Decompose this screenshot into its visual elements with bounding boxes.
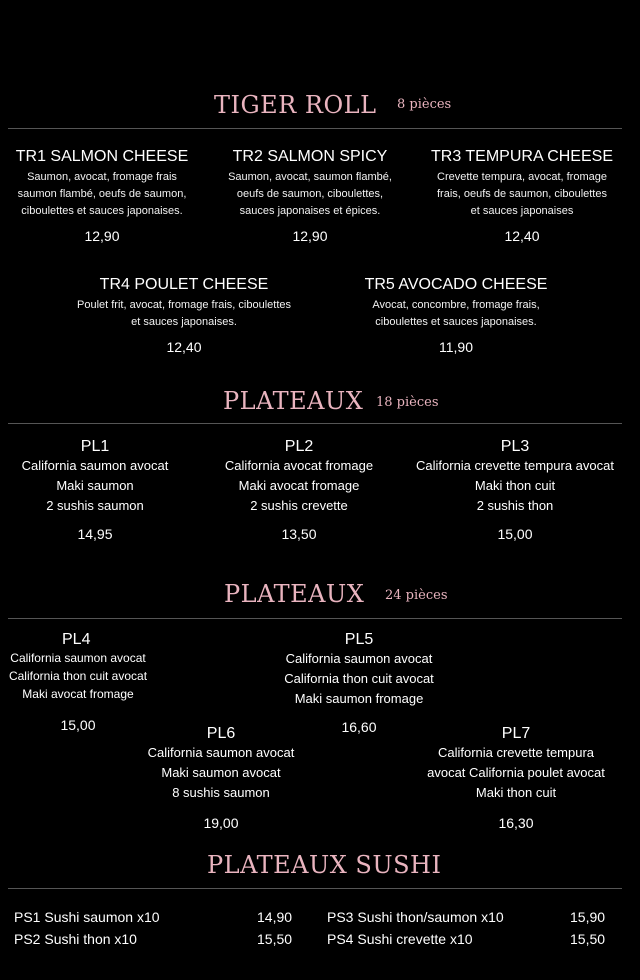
plateaux-18-count: 18 pièces	[376, 395, 439, 410]
menu-item-pl1	[0, 438, 190, 542]
item-price: 19,00	[203, 815, 239, 831]
item-name: PL1	[80, 438, 110, 455]
item-name: PS2 Sushi thon x10	[14, 931, 137, 947]
item-name: PL2	[284, 438, 314, 455]
item-line: California saumon avocat	[147, 745, 295, 760]
item-line: Maki thon cuit	[474, 478, 556, 493]
item-description: Avocat, concombre, fromage frais, ciboulettes et sauces japonaises.	[372, 299, 540, 328]
item-price: 14,95	[77, 526, 113, 542]
item-line: California saumon avocat	[10, 651, 146, 665]
sushi-item-ps3	[327, 909, 504, 925]
item-line: California crevette tempura avocat	[416, 458, 614, 473]
item-price: 12,90	[84, 228, 120, 244]
item-line: California saumon avocat	[21, 458, 169, 473]
sushi-item-ps1	[14, 909, 160, 925]
menu-item-tr3	[420, 148, 624, 244]
item-name: PL6	[206, 725, 236, 742]
item-name: TR5 AVOCADO CHEESE	[364, 276, 548, 293]
item-line: 2 sushis thon	[476, 498, 554, 513]
plateaux-sushi-title: PLATEAUX SUSHI	[207, 851, 442, 879]
sushi-item-ps4	[327, 931, 473, 947]
sushi-price-ps3: 15,90	[570, 909, 606, 925]
item-price: 12,40	[504, 228, 540, 244]
menu-item-pl7	[412, 725, 620, 831]
item-name: PL3	[500, 438, 530, 455]
item-line: Maki saumon fromage	[294, 691, 424, 706]
sushi-price-ps1: 14,90	[257, 909, 293, 925]
item-name: PS1 Sushi saumon x10	[14, 909, 160, 925]
item-price: 16,60	[341, 719, 377, 735]
sushi-item-ps2	[14, 931, 137, 947]
item-price: 16,30	[498, 815, 534, 831]
item-name: PS3 Sushi thon/saumon x10	[327, 909, 504, 925]
item-line: 8 sushis saumon	[172, 785, 270, 800]
item-line: California thon cuit avocat	[8, 669, 148, 683]
menu-item-tr4	[50, 276, 318, 355]
item-name: PL7	[501, 725, 531, 742]
menu-item-pl3	[400, 438, 630, 542]
divider	[8, 888, 622, 889]
item-price: 12,40	[166, 339, 202, 355]
item-name: PL4	[62, 631, 91, 648]
menu-item-tr5	[340, 276, 572, 355]
item-name: TR3 TEMPURA CHEESE	[431, 148, 613, 165]
menu-item-tr2	[210, 148, 410, 244]
menu-item-pl5	[264, 631, 454, 735]
item-line: California avocat fromage	[224, 458, 374, 473]
item-description: Saumon, avocat, fromage frais saumon flambé, oeufs de saumon, ciboulettes et sauces japonaises.	[17, 171, 187, 217]
item-price: 15,00	[60, 717, 96, 733]
item-price: 11,90	[439, 339, 473, 355]
sushi-price-ps2: 15,50	[257, 931, 293, 947]
item-line: Maki saumon avocat	[161, 765, 281, 780]
item-price: 12,90	[292, 228, 328, 244]
item-line: Maki avocat fromage	[238, 478, 360, 493]
item-price: 15,00	[497, 526, 533, 542]
item-line: Maki saumon	[56, 478, 134, 493]
item-line: Maki thon cuit	[475, 785, 557, 800]
divider	[8, 618, 622, 619]
menu-item-pl2	[204, 438, 394, 542]
plateaux-18-title: PLATEAUX	[223, 387, 364, 415]
item-line: California thon cuit avocat	[284, 671, 434, 686]
item-line: Maki avocat fromage	[22, 687, 134, 701]
item-line: avocat California poulet avocat	[427, 765, 605, 780]
divider	[8, 128, 622, 129]
item-line: 2 sushis crevette	[250, 498, 348, 513]
tiger-roll-title: TIGER ROLL	[214, 91, 377, 119]
item-line: 2 sushis saumon	[46, 498, 144, 513]
item-name: TR2 SALMON SPICY	[232, 148, 388, 165]
plateaux-24-title: PLATEAUX	[224, 580, 365, 608]
item-description: Crevette tempura, avocat, fromage frais, oeufs de saumon, ciboulettes et sauces japonaises	[437, 171, 607, 217]
menu-item-pl6	[126, 725, 316, 831]
plateaux-24-count: 24 pièces	[385, 588, 448, 603]
item-line: California saumon avocat	[285, 651, 433, 666]
item-line: California crevette tempura	[437, 745, 595, 760]
menu-item-pl4	[0, 631, 156, 733]
item-name: TR4 POULET CHEESE	[99, 276, 269, 293]
item-description: Poulet frit, avocat, fromage frais, ciboulettes et sauces japonaises.	[77, 299, 291, 328]
item-name: PS4 Sushi crevette x10	[327, 931, 473, 947]
tiger-roll-count: 8 pièces	[397, 97, 452, 112]
divider	[8, 423, 622, 424]
item-price: 13,50	[281, 526, 317, 542]
item-description: Saumon, avocat, saumon flambé, oeufs de saumon, ciboulettes, sauces japonaises et épices.	[228, 171, 392, 217]
sushi-price-ps4: 15,50	[570, 931, 606, 947]
menu-item-tr1	[0, 148, 204, 244]
item-name: PL5	[344, 631, 374, 648]
item-name: TR1 SALMON CHEESE	[15, 148, 189, 165]
